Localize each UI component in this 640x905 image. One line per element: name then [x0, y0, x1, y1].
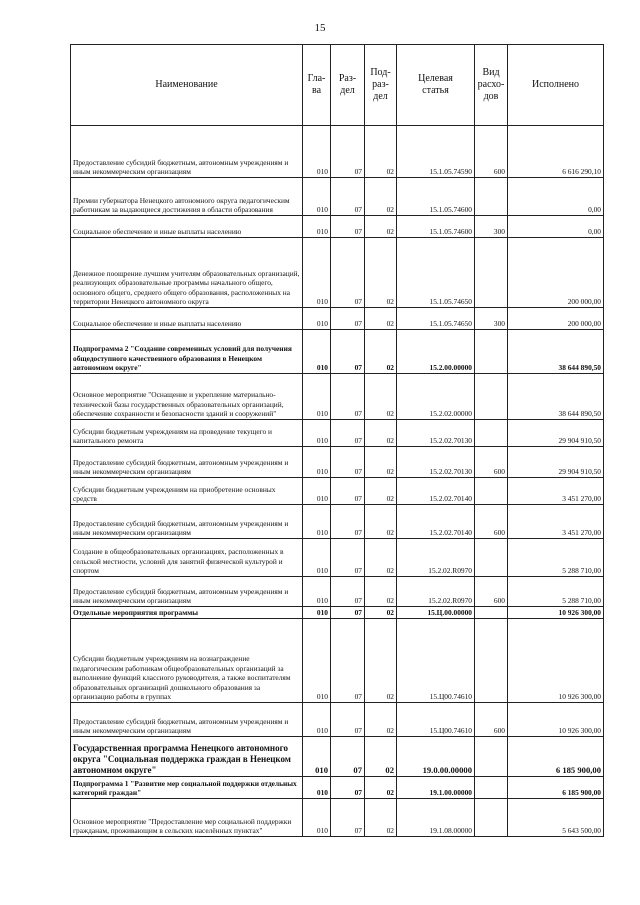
- row-razdel: 07: [331, 777, 365, 799]
- table-row: [71, 577, 604, 607]
- row-name: Подпрограмма 1 "Развитие мер социальной поддержки отдельных категорий граждан": [71, 777, 303, 799]
- budget-table: [70, 44, 604, 837]
- row-name: Субсидии бюджетным учреждениям на приобретение основных средств: [71, 478, 303, 505]
- row-target: 19.0.00.00000: [397, 737, 475, 777]
- row-name: Основное мероприятие "Оснащение и укрепление материально-технической базы государственных образовательных организаций, обеспечение сохранности и безопасности зданий и сооружений": [71, 374, 303, 420]
- row-vid: 600: [475, 126, 508, 178]
- table-row: [71, 777, 604, 799]
- row-glava: 010: [303, 420, 331, 447]
- row-executed: 6 185 900,00: [508, 737, 604, 777]
- row-glava: 010: [303, 374, 331, 420]
- row-glava: 010: [303, 607, 331, 619]
- table-row: [71, 478, 604, 505]
- row-vid: 300: [475, 216, 508, 238]
- row-target: 15.1.05.74600: [397, 216, 475, 238]
- table-row: [71, 619, 604, 703]
- row-target: 15.2.02.70130: [397, 447, 475, 478]
- row-target: 15.2.02.70140: [397, 505, 475, 539]
- row-glava: 010: [303, 505, 331, 539]
- row-name: Субсидии бюджетным учреждениям на проведение текущего и капитального ремонта: [71, 420, 303, 447]
- row-name: Предоставление субсидий бюджетным, автономным учреждениям и иным некоммерческим организациям: [71, 577, 303, 607]
- row-vid: [475, 330, 508, 374]
- row-target: 15.Ц.00.00000: [397, 607, 475, 619]
- row-vid: [475, 374, 508, 420]
- header-name: Наименование: [71, 45, 303, 126]
- table-row: [71, 799, 604, 837]
- row-glava: 010: [303, 539, 331, 577]
- row-glava: 010: [303, 330, 331, 374]
- row-glava: 010: [303, 737, 331, 777]
- table-header-row: [71, 45, 604, 126]
- table-body: [71, 126, 604, 837]
- row-target: 15.2.02.R0970: [397, 577, 475, 607]
- row-executed: 5 288 710,00: [508, 539, 604, 577]
- page-number: 15: [314, 22, 326, 34]
- row-podrazdel: 02: [365, 607, 397, 619]
- row-vid: [475, 478, 508, 505]
- table-row: [71, 216, 604, 238]
- row-glava: 010: [303, 703, 331, 737]
- row-glava: 010: [303, 777, 331, 799]
- table-row: [71, 178, 604, 216]
- row-executed: 29 904 910,50: [508, 420, 604, 447]
- table-row: [71, 703, 604, 737]
- row-name: Премии губернатора Ненецкого автономного округа педагогическим работникам за выдающиеся достижения в области образования: [71, 178, 303, 216]
- row-name: Социальное обеспечение и иные выплаты населению: [71, 216, 303, 238]
- row-executed: 10 926 300,00: [508, 619, 604, 703]
- row-vid: [475, 619, 508, 703]
- row-razdel: 07: [331, 308, 365, 330]
- table-row: [71, 420, 604, 447]
- row-razdel: 07: [331, 619, 365, 703]
- row-podrazdel: 02: [365, 505, 397, 539]
- row-executed: 6 616 290,10: [508, 126, 604, 178]
- row-podrazdel: 02: [365, 178, 397, 216]
- row-glava: 010: [303, 178, 331, 216]
- header-glava: Гла- ва: [303, 45, 331, 126]
- row-target: 15.2.02.70130: [397, 420, 475, 447]
- row-vid: [475, 799, 508, 837]
- row-razdel: 07: [331, 447, 365, 478]
- header-vid: Вид расхо- дов: [475, 45, 508, 126]
- row-name: Субсидии бюджетным учреждениям на вознаграждение педагогическим работникам общеобразовательных организаций за выполнение функций классного руководителя, а также воспитателям образовательных организаций дошкольного образования за организацию работы в группах: [71, 619, 303, 703]
- row-name: Отдельные мероприятия программы: [71, 607, 303, 619]
- table-row: [71, 126, 604, 178]
- header-executed: Исполнено: [508, 45, 604, 126]
- row-razdel: 07: [331, 178, 365, 216]
- row-glava: 010: [303, 216, 331, 238]
- row-name: Предоставление субсидий бюджетным, автономным учреждениям и иным некоммерческим организациям: [71, 703, 303, 737]
- table-row: [71, 374, 604, 420]
- row-executed: 200 000,00: [508, 308, 604, 330]
- row-vid: 600: [475, 447, 508, 478]
- row-vid: [475, 178, 508, 216]
- row-target: 15.Ц00.74610: [397, 619, 475, 703]
- row-podrazdel: 02: [365, 330, 397, 374]
- row-executed: 5 643 500,00: [508, 799, 604, 837]
- row-target: 15.1.05.74650: [397, 308, 475, 330]
- row-executed: 10 926 300,00: [508, 703, 604, 737]
- row-podrazdel: 02: [365, 619, 397, 703]
- row-podrazdel: 02: [365, 478, 397, 505]
- row-razdel: 07: [331, 238, 365, 308]
- row-name: Государственная программа Ненецкого автономного округа "Социальная поддержка граждан в Ненецком автономном округе": [71, 737, 303, 777]
- row-podrazdel: 02: [365, 238, 397, 308]
- table-row: [71, 238, 604, 308]
- row-vid: 600: [475, 577, 508, 607]
- table-row: [71, 447, 604, 478]
- row-target: 15.1.05.74650: [397, 238, 475, 308]
- row-target: 15.2.02.00000: [397, 374, 475, 420]
- row-razdel: 07: [331, 330, 365, 374]
- row-podrazdel: 02: [365, 374, 397, 420]
- row-vid: [475, 607, 508, 619]
- table-row: [71, 505, 604, 539]
- row-glava: 010: [303, 478, 331, 505]
- row-executed: 3 451 270,00: [508, 478, 604, 505]
- row-razdel: 07: [331, 607, 365, 619]
- row-executed: 38 644 890,50: [508, 374, 604, 420]
- table-row: [71, 737, 604, 777]
- row-executed: 10 926 300,00: [508, 607, 604, 619]
- row-podrazdel: 02: [365, 799, 397, 837]
- row-name: Социальное обеспечение и иные выплаты населению: [71, 308, 303, 330]
- row-glava: 010: [303, 308, 331, 330]
- row-target: 15.Ц00.74610: [397, 703, 475, 737]
- row-name: Создание в общеобразовательных организациях, расположенных в сельской местности, условий для занятий физической культурой и спортом: [71, 539, 303, 577]
- row-razdel: 07: [331, 374, 365, 420]
- row-razdel: 07: [331, 799, 365, 837]
- row-target: 15.2.02.70140: [397, 478, 475, 505]
- row-podrazdel: 02: [365, 737, 397, 777]
- row-glava: 010: [303, 577, 331, 607]
- row-podrazdel: 02: [365, 777, 397, 799]
- row-podrazdel: 02: [365, 216, 397, 238]
- row-razdel: 07: [331, 420, 365, 447]
- row-glava: 010: [303, 447, 331, 478]
- row-name: Предоставление субсидий бюджетным, автономным учреждениям и иным некоммерческим организациям: [71, 126, 303, 178]
- row-executed: 200 000,00: [508, 238, 604, 308]
- row-glava: 010: [303, 238, 331, 308]
- table-row: [71, 330, 604, 374]
- row-executed: 38 644 890,50: [508, 330, 604, 374]
- row-podrazdel: 02: [365, 420, 397, 447]
- row-target: 15.2.02.R0970: [397, 539, 475, 577]
- row-vid: [475, 238, 508, 308]
- row-podrazdel: 02: [365, 703, 397, 737]
- row-razdel: 07: [331, 577, 365, 607]
- row-vid: [475, 777, 508, 799]
- row-name: Предоставление субсидий бюджетным, автономным учреждениям и иным некоммерческим организациям: [71, 505, 303, 539]
- row-razdel: 07: [331, 478, 365, 505]
- row-executed: 0,00: [508, 178, 604, 216]
- row-glava: 010: [303, 126, 331, 178]
- row-name: Предоставление субсидий бюджетным, автономным учреждениям и иным некоммерческим организациям: [71, 447, 303, 478]
- row-name: Основное мероприятие "Предоставление мер социальной поддержки гражданам, проживающим в сельских населённых пунктах": [71, 799, 303, 837]
- table-row: [71, 607, 604, 619]
- header-razdel: Раз- дел: [331, 45, 365, 126]
- row-name: Денежное поощрение лучшим учителям образовательных организаций, реализующих образовательные программы начального общего, основного общего, среднего общего образования, расположенных на территории Ненецкого автономного округа: [71, 238, 303, 308]
- header-target: Целевая статья: [397, 45, 475, 126]
- row-vid: 600: [475, 505, 508, 539]
- row-vid: 300: [475, 308, 508, 330]
- row-razdel: 07: [331, 703, 365, 737]
- row-razdel: 07: [331, 737, 365, 777]
- row-podrazdel: 02: [365, 539, 397, 577]
- row-target: 19.1.08.00000: [397, 799, 475, 837]
- row-glava: 010: [303, 799, 331, 837]
- row-name: Подпрограмма 2 "Создание современных условий для получения общедоступного качественного образования в Ненецком автономном округе": [71, 330, 303, 374]
- row-podrazdel: 02: [365, 308, 397, 330]
- row-glava: 010: [303, 619, 331, 703]
- row-razdel: 07: [331, 539, 365, 577]
- row-vid: [475, 737, 508, 777]
- row-podrazdel: 02: [365, 447, 397, 478]
- row-razdel: 07: [331, 216, 365, 238]
- row-razdel: 07: [331, 505, 365, 539]
- row-executed: 3 451 270,00: [508, 505, 604, 539]
- row-target: 15.1.05.74600: [397, 178, 475, 216]
- header-podrazdel: Под- раз- дел: [365, 45, 397, 126]
- row-executed: 6 185 900,00: [508, 777, 604, 799]
- row-podrazdel: 02: [365, 126, 397, 178]
- table-row: [71, 539, 604, 577]
- row-vid: 600: [475, 703, 508, 737]
- table-row: [71, 308, 604, 330]
- row-target: 15.2.00.00000: [397, 330, 475, 374]
- row-razdel: 07: [331, 126, 365, 178]
- row-podrazdel: 02: [365, 577, 397, 607]
- row-vid: [475, 420, 508, 447]
- row-target: 19.1.00.00000: [397, 777, 475, 799]
- row-executed: 5 288 710,00: [508, 577, 604, 607]
- row-vid: [475, 539, 508, 577]
- row-executed: 29 904 910,50: [508, 447, 604, 478]
- row-executed: 0,00: [508, 216, 604, 238]
- row-target: 15.1.05.74590: [397, 126, 475, 178]
